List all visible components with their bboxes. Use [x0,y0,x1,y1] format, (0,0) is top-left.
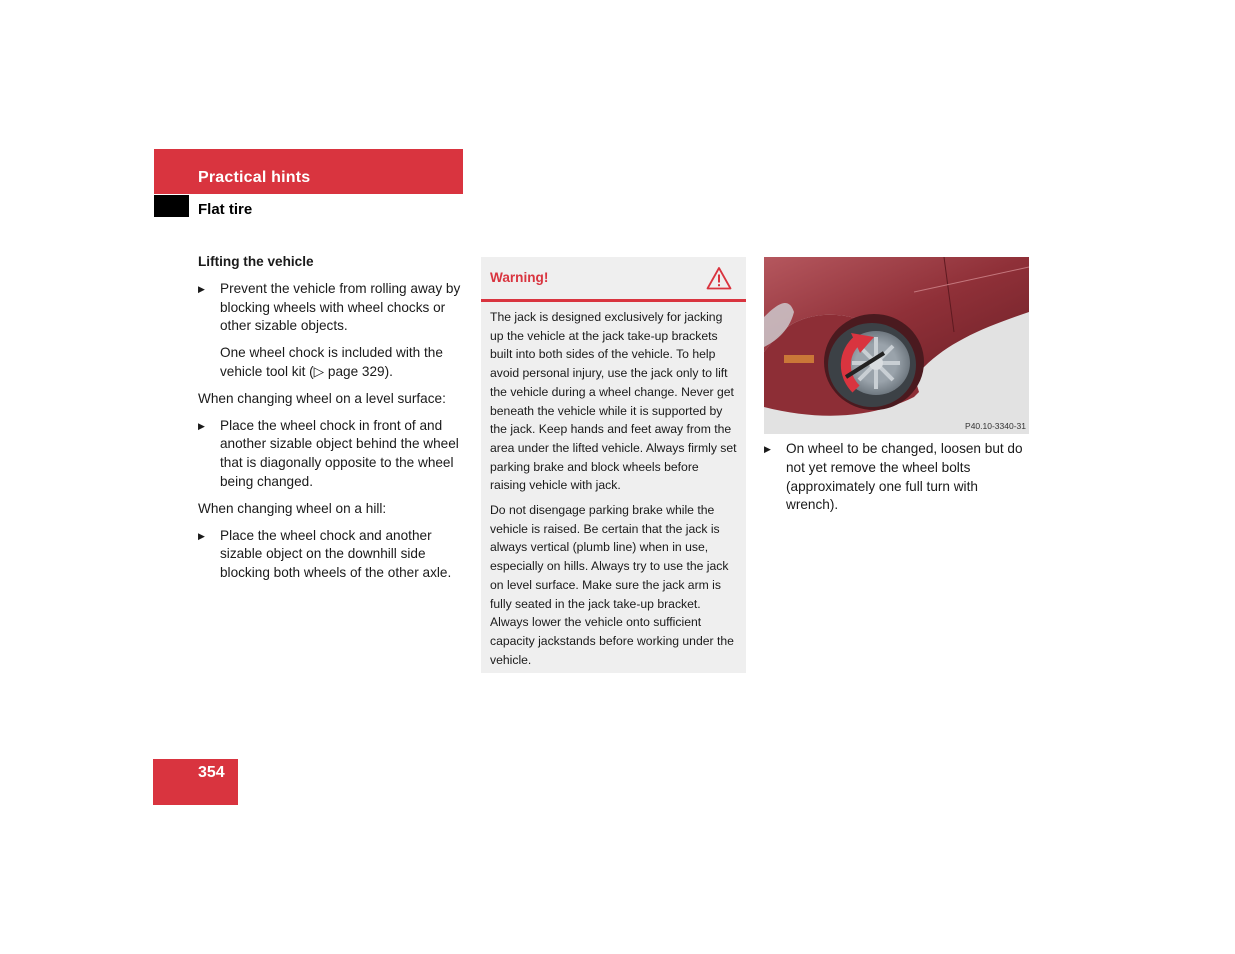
page-number-box [153,759,238,805]
warning-header [481,257,746,302]
section-title: Practical hints [198,169,311,186]
bullet-text: On wheel to be changed, loosen but do not yet remove the wheel bolts (approximately one full turn with wrench). [786,441,1023,513]
warning-paragraph: Do not disengage parking brake while the vehicle is raised. Be certain that the jack is always vertical (plumb line) when in use, especially on hills. Always try to use the jack on level surface. Make sure the jack arm is fully seated in the jack take-up bracket. Always lower the vehicle onto sufficient capacity jackstands before working under the vehicle. [490,503,734,667]
right-column [764,440,1030,523]
list-item [764,440,1030,515]
figure-code: P40.10-3340-31 [965,421,1026,431]
list-item [198,280,466,336]
bullet-arrow-icon: ▶ [198,530,205,541]
warning-body [481,302,746,669]
bullet-arrow-icon: ▶ [198,283,205,294]
list-item [198,417,466,492]
bullet-text: Prevent the vehicle from rolling away by blocking wheels with wheel chocks or other sizable objects. [220,280,461,334]
section-marker [154,195,189,217]
page-number: 354 [198,764,225,781]
note-text: One wheel chock is included with the vehicle tool kit (▷ page 329). [220,345,443,379]
hill-intro: When changing wheel on a hill: [198,500,387,516]
warning-paragraph: The jack is designed exclusively for jacking up the vehicle at the jack take-up brackets built into both sides of the vehicle. To help avoid personal injury, use the jack only to lift the vehicle during a wheel change. Never get beneath the vehicle while it is supported by the jack. Keep hands and feet away from the area under the lifted vehicle. Always firmly set parking brake and block wheels before raising vehicle with jack. [490,310,737,493]
left-column [198,253,466,591]
car-wheel-image [764,257,1029,434]
warning-box [481,257,746,673]
bullet-arrow-icon: ▶ [198,420,205,431]
bullet-text: Place the wheel chock in front of and another sizable object behind the wheel that is diagonally opposite to the wheel being changed. [220,417,459,489]
bullet-text: Place the wheel chock and another sizable object on the downhill side blocking both wheels of the other axle. [220,527,452,581]
tool-kit-note [198,344,466,382]
bullet-arrow-icon: ▶ [764,444,771,454]
subsection-title: Flat tire [198,201,253,218]
level-surface-intro: When changing wheel on a level surface: [198,390,446,406]
wheel-illustration [764,257,1029,434]
list-item [198,527,466,583]
warning-triangle-icon [706,266,732,290]
warning-title: Warning! [490,270,549,285]
lifting-heading: Lifting the vehicle [198,254,314,269]
